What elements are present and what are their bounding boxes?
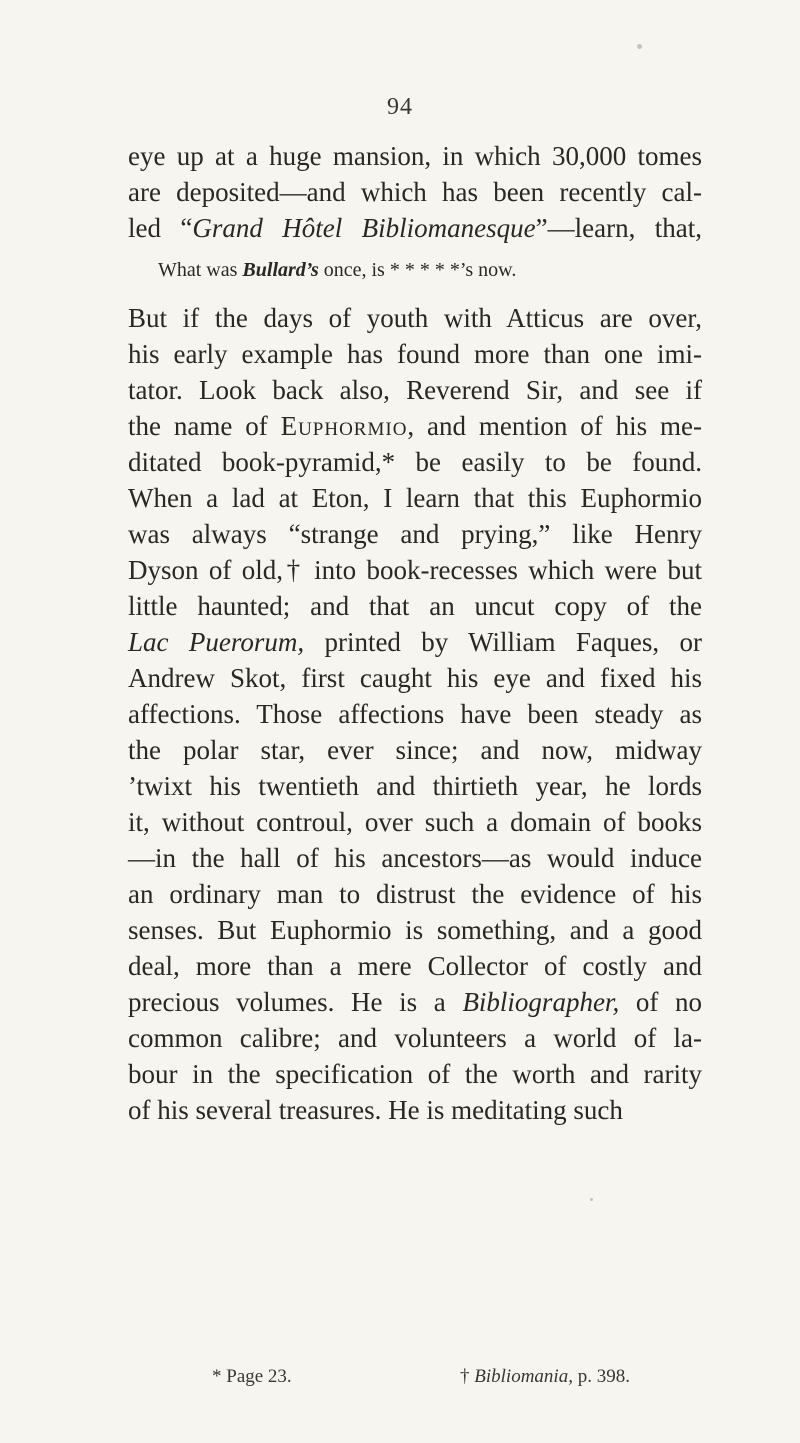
- text-line: are deposited—and which has been recently cal-: [128, 177, 702, 207]
- text-run: led “: [128, 213, 193, 243]
- page-number: 94: [387, 94, 413, 120]
- small-caps-euphormio: Euphormio: [280, 411, 408, 441]
- text-line: But if the days of youth with Atticus are over,: [128, 303, 702, 333]
- text-line: was always “strange and prying,” like Henry: [128, 519, 702, 549]
- text-line: of his several treasures. He is meditating such: [128, 1095, 623, 1125]
- body-text: [128, 138, 702, 1128]
- text-line: tator. Look back also, Reverend Sir, and see if: [128, 375, 702, 405]
- italic-bibliomania: Bibliomania,: [474, 1366, 573, 1387]
- footnote-bibliomania-ref: [460, 1366, 630, 1388]
- text-run: the name of: [128, 411, 281, 441]
- text-line: little haunted; and that an uncut copy of the: [128, 591, 702, 621]
- text-line: ’twixt his twentieth and thirtieth year, he lords: [128, 771, 702, 801]
- text-line: senses. But Euphormio is something, and a good: [128, 915, 702, 945]
- text-line: his early example has found more than one imi-: [128, 339, 702, 369]
- text-run: What was: [158, 259, 243, 281]
- quoted-verse: [158, 256, 702, 284]
- footnotes: [212, 1366, 732, 1388]
- text-line: Dyson of old,† into book-recesses which were but: [128, 555, 702, 585]
- paper-speck: [637, 44, 642, 49]
- text-run: †: [460, 1366, 475, 1387]
- text-line: common calibre; and volunteers a world of la-: [128, 1023, 702, 1053]
- text-run: precious volumes. He is a: [128, 987, 463, 1017]
- text-line: [128, 408, 702, 444]
- text-line: the polar star, ever since; and now, midway: [128, 735, 702, 765]
- text-line: an ordinary man to distrust the evidence of his: [128, 879, 702, 909]
- text-line: When a lad at Eton, I learn that this Euphormio: [128, 483, 702, 513]
- text-line: [128, 984, 702, 1020]
- italic-hotel-name: Grand Hôtel Bibliomanesque: [192, 213, 536, 243]
- text-run: , and mention of his me-: [407, 411, 702, 441]
- text-line: Andrew Skot, first caught his eye and fixed his: [128, 663, 702, 693]
- text-line: it, without controul, over such a domain of books: [128, 807, 702, 837]
- text-line: affections. Those affections have been steady as: [128, 699, 702, 729]
- text-line: ditated book-pyramid,* be easily to be found.: [128, 447, 702, 477]
- footnote-page-ref: * Page 23.: [212, 1366, 292, 1387]
- text-run: p. 398.: [572, 1366, 630, 1387]
- text-run: ”—learn, that,: [535, 213, 702, 243]
- text-line: deal, more than a mere Collector of costly and: [128, 951, 702, 981]
- text-run: once, is * * * * *’s now.: [318, 259, 517, 281]
- italic-bullard: Bullard’s: [242, 259, 319, 281]
- text-line: [128, 624, 702, 660]
- italic-bibliographer: Bibliographer,: [462, 987, 620, 1017]
- text-line: [128, 210, 702, 246]
- text-line: eye up at a huge mansion, in which 30,000 tomes: [128, 141, 702, 171]
- text-run: of no: [619, 987, 702, 1017]
- paper-speck: [590, 1198, 593, 1201]
- text-run: printed by William Faques, or: [304, 627, 702, 657]
- text-line: bour in the specification of the worth and rarity: [128, 1059, 702, 1089]
- italic-lac-puerorum: Lac Puerorum,: [128, 627, 305, 657]
- text-line: —in the hall of his ancestors—as would induce: [128, 843, 702, 873]
